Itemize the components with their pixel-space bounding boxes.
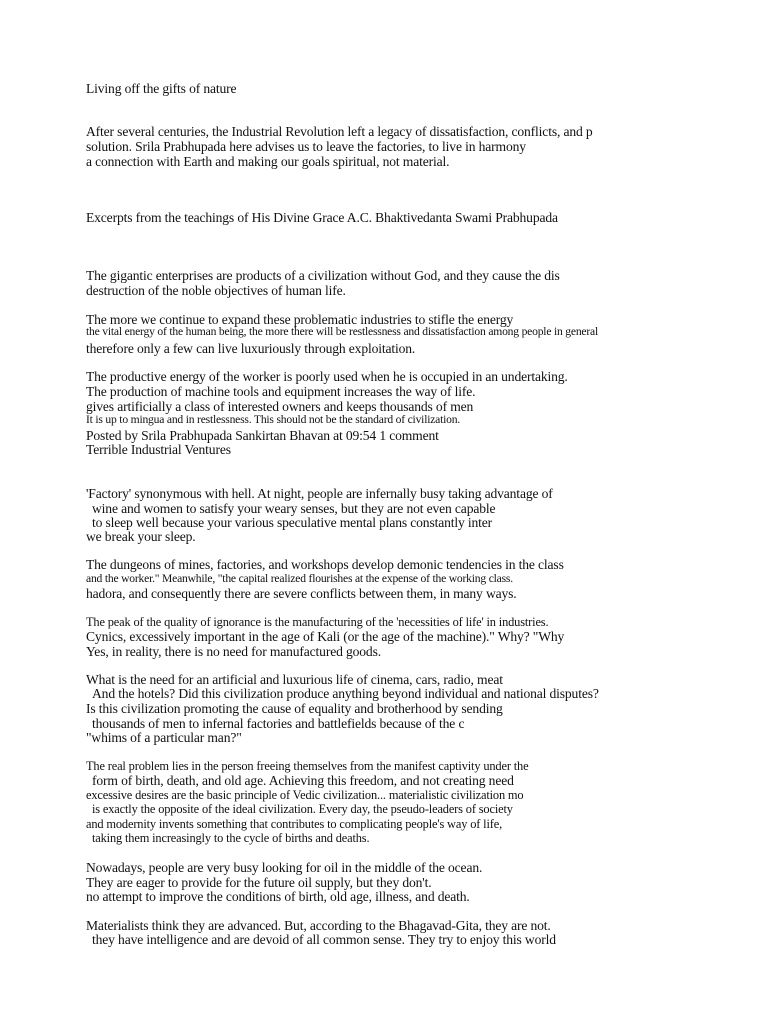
para6-line-2: Cynics, excessively important in the age of Kali (or the age of the machine)." Why? "Why: [86, 629, 565, 644]
para5-line-3: hadora, and consequently there are severe conflicts between them, in many ways.: [86, 586, 517, 601]
para6-line-1: The peak of the quality of ignorance is the manufacturing of the 'necessities of life' in industries.: [86, 615, 549, 629]
para2-line-2: the vital energy of the human being, the more there will be restlessness and dissatisfaction among people in general: [86, 325, 598, 338]
para8-line-3: excessive desires are the basic principle of Vedic civilization... materialistic civilization mo: [86, 788, 524, 802]
post-title: Terrible Industrial Ventures: [86, 442, 231, 457]
para4-line-1: 'Factory' synonymous with hell. At night, people are infernally busy taking advantage of: [86, 486, 553, 501]
para2-line-3: therefore only a few can live luxuriously through exploitation.: [86, 341, 416, 356]
intro-line-1: After several centuries, the Industrial Revolution left a legacy of dissatisfaction, conflicts, and p: [86, 124, 593, 139]
para8-line-2: form of birth, death, and old age. Achieving this freedom, and not creating need: [92, 773, 514, 788]
para7-line-1: What is the need for an artificial and luxurious life of cinema, cars, radio, meat: [86, 672, 503, 687]
para3-line-2: The production of machine tools and equipment increases the way of life.: [86, 384, 476, 399]
para3-line-3: gives artificially a class of interested owners and keeps thousands of men: [86, 399, 474, 414]
para10-line-2: they have intelligence and are devoid of all common sense. They try to enjoy this world: [92, 932, 556, 947]
para4-line-3: to sleep well because your various speculative mental plans constantly inter: [92, 515, 493, 530]
para8-line-6: taking them increasingly to the cycle of births and deaths.: [92, 831, 370, 845]
para7-line-2: And the hotels? Did this civilization produce anything beyond individual and national disputes?: [92, 686, 599, 701]
para2-line-1: The more we continue to expand these problematic industries to stifle the energy: [86, 312, 514, 327]
para1-line-1: The gigantic enterprises are products of a civilization without God, and they cause the dis: [86, 268, 560, 283]
intro-line-3: a connection with Earth and making our goals spiritual, not material.: [86, 154, 450, 169]
para3-line-4: It is up to mingua and in restlessness. This should not be the standard of civilization.: [86, 413, 461, 426]
intro-line-2: solution. Srila Prabhupada here advises us to leave the factories, to live in harmony: [86, 139, 526, 154]
para9-line-1: Nowadays, people are very busy looking for oil in the middle of the ocean.: [86, 860, 483, 875]
para4-line-4: we break your sleep.: [86, 529, 196, 544]
para8-line-1: The real problem lies in the person freeing themselves from the manifest captivity under the: [86, 759, 529, 773]
para9-line-2: They are eager to provide for the future oil supply, but they don't.: [86, 875, 432, 890]
para7-line-4: thousands of men to infernal factories and battlefields because of the c: [92, 716, 465, 731]
para10-line-1: Materialists think they are advanced. But, according to the Bhagavad-Gita, they are not.: [86, 918, 551, 933]
para7-line-3: Is this civilization promoting the cause of equality and brotherhood by sending: [86, 701, 503, 716]
page-title: Living off the gifts of nature: [86, 81, 237, 96]
para1-line-2: destruction of the noble objectives of human life.: [86, 283, 346, 298]
para8-line-4: is exactly the opposite of the ideal civilization. Every day, the pseudo-leaders of society: [92, 802, 513, 816]
para7-line-5: "whims of a particular man?": [86, 730, 242, 745]
para5-line-1: The dungeons of mines, factories, and workshops develop demonic tendencies in the class: [86, 557, 564, 572]
para3-line-1: The productive energy of the worker is poorly used when he is occupied in an undertaking.: [86, 369, 568, 384]
para5-line-2: and the worker." Meanwhile, "the capital realized flourishes at the expense of the working class.: [86, 572, 513, 585]
para6-line-3: Yes, in reality, there is no need for manufactured goods.: [86, 644, 381, 659]
para9-line-3: no attempt to improve the conditions of birth, old age, illness, and death.: [86, 889, 470, 904]
para4-line-2: wine and women to satisfy your weary senses, but they are not even capable: [92, 501, 496, 516]
post-meta: Posted by Srila Prabhupada Sankirtan Bhavan at 09:54 1 comment: [86, 428, 439, 443]
para8-line-5: and modernity invents something that contributes to complicating people's way of life,: [86, 817, 503, 831]
excerpts-heading: Excerpts from the teachings of His Divine Grace A.C. Bhaktivedanta Swami Prabhupada: [86, 210, 558, 225]
